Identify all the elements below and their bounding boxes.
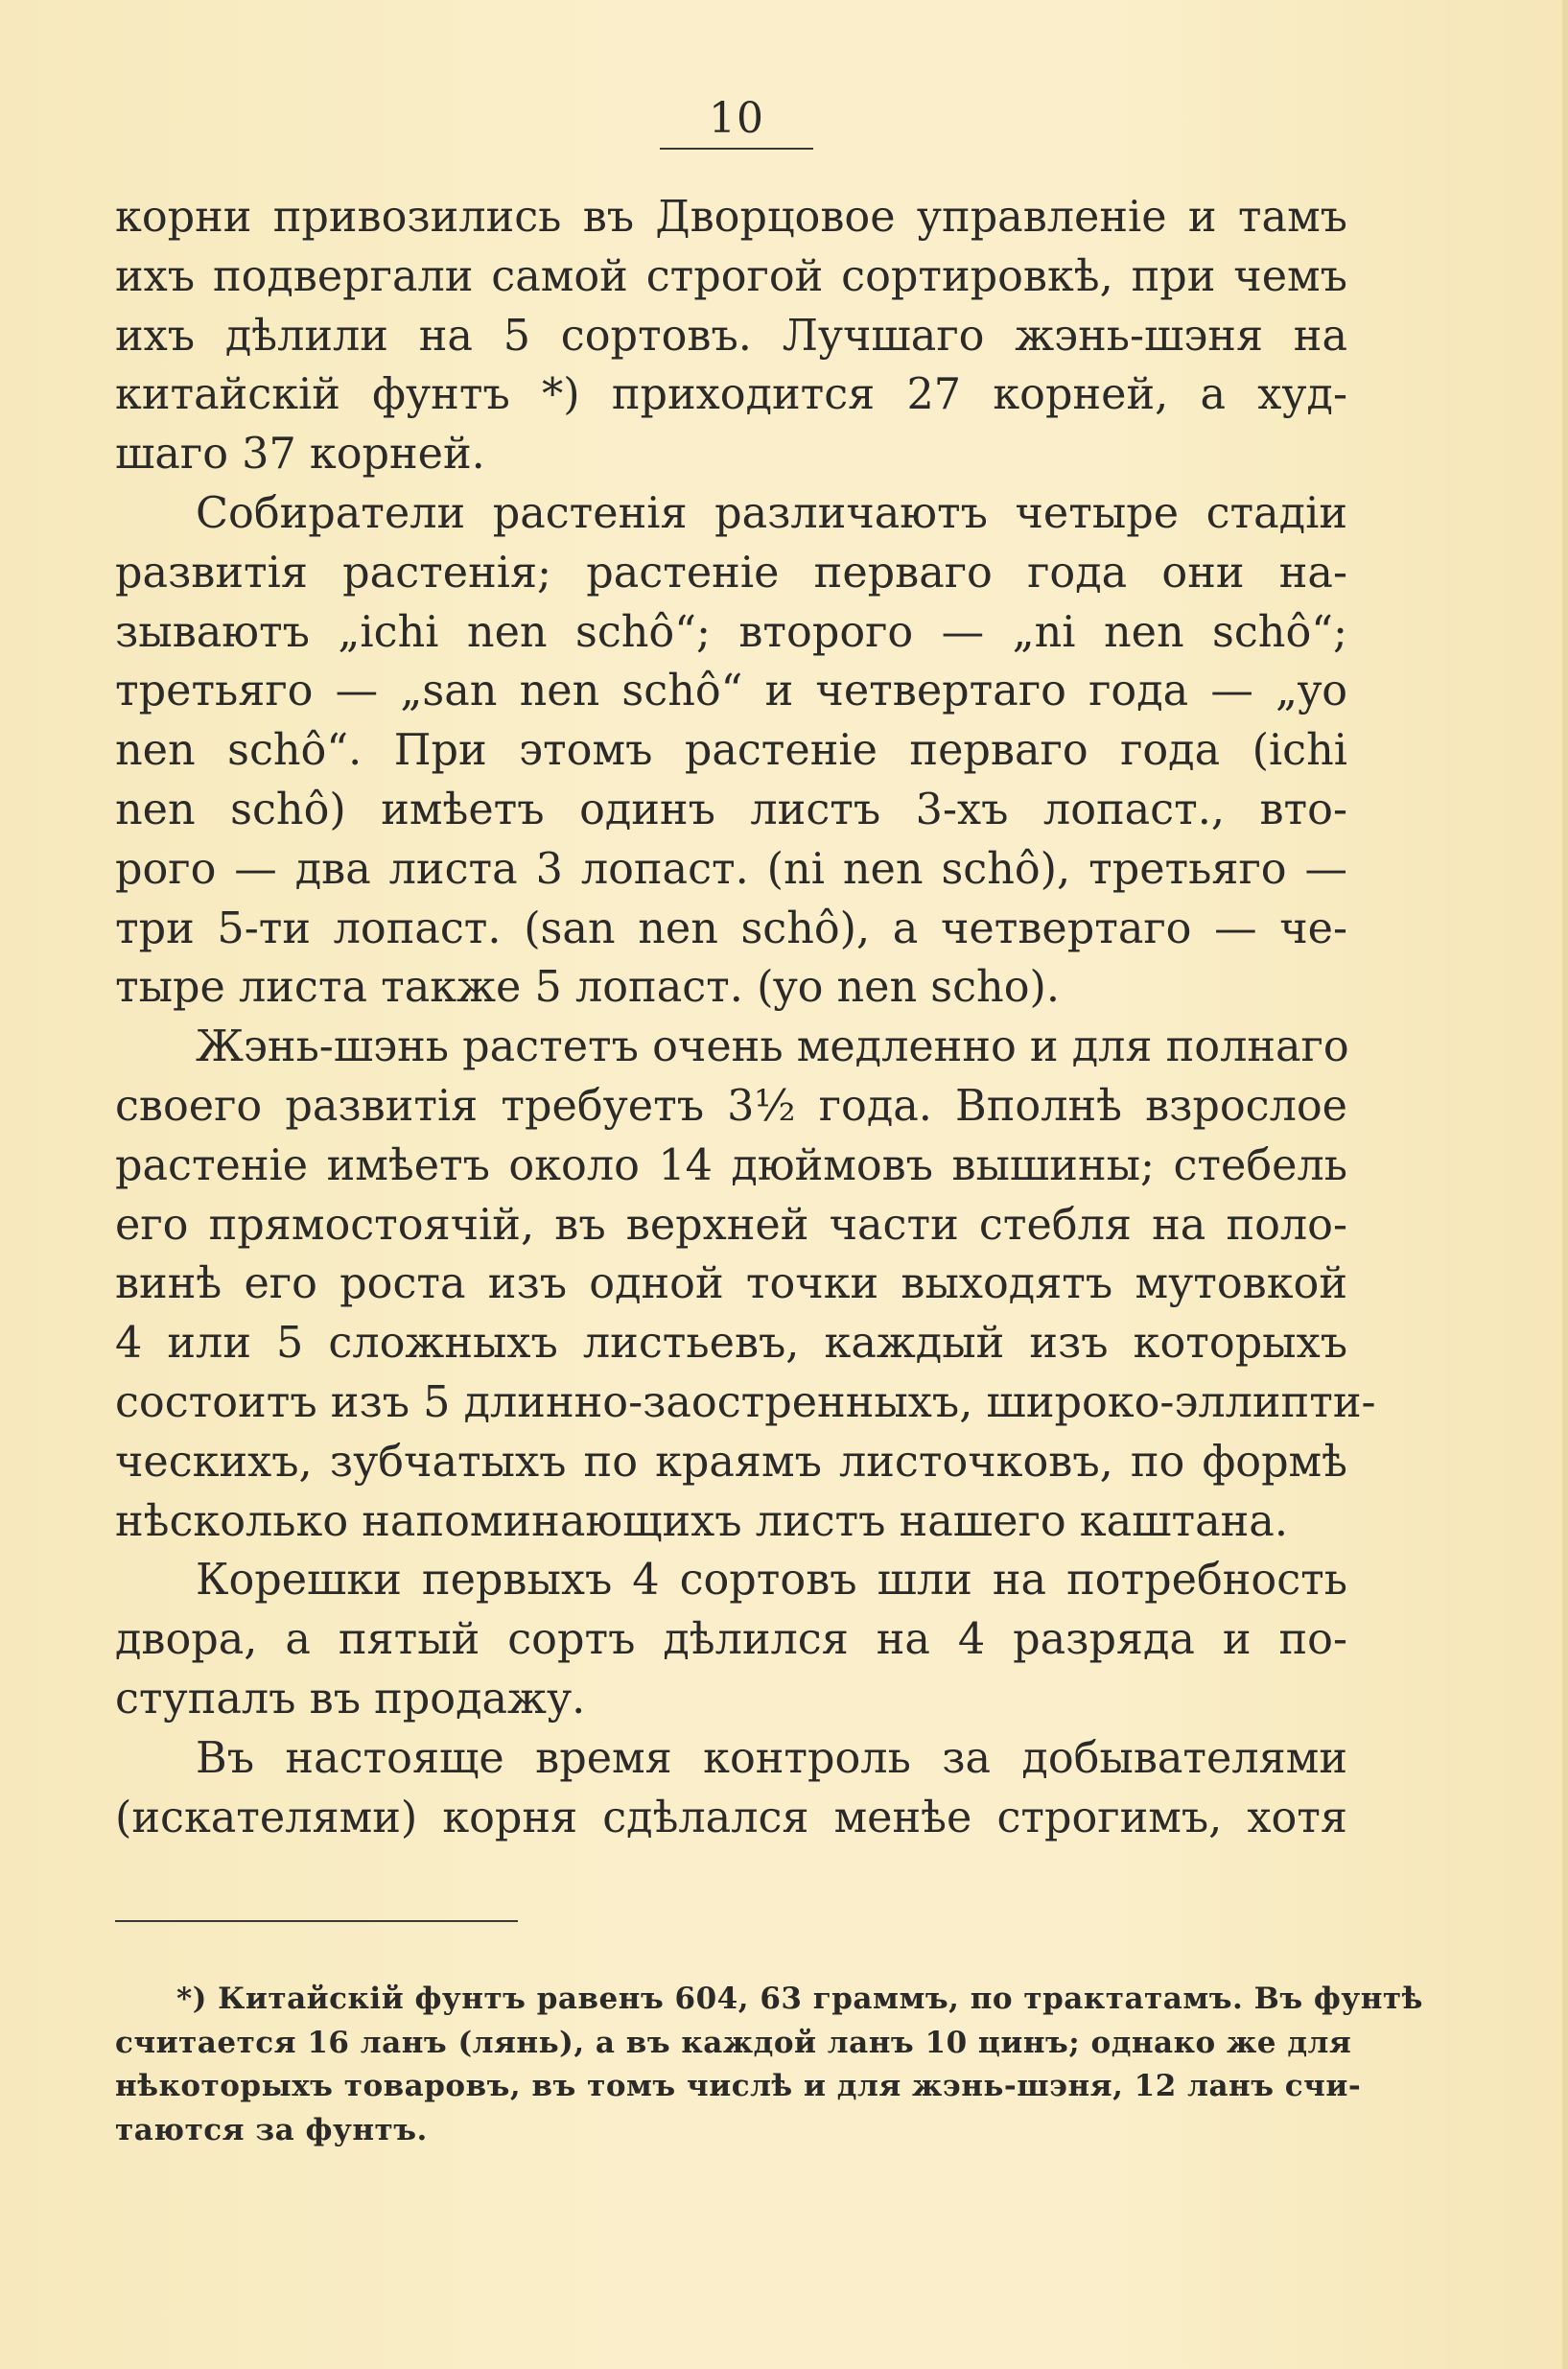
body-text-line: рого — два листа 3 лопаст. (ni nen schô), третьяго —	[115, 844, 1347, 894]
body-text-line: растеніе имѣетъ около 14 дюймовъ вышины; стебель	[115, 1140, 1347, 1190]
body-text-line: nen schô) имѣетъ одинъ листъ 3-хъ лопаст., вто-	[115, 785, 1347, 834]
body-text-line: Собиратели растенія различаютъ четыре стадіи	[196, 488, 1347, 538]
page-edge	[1562, 0, 1568, 2369]
footnote	[115, 1978, 1423, 2152]
body-text-line: Жэнь-шэнь растетъ очень медленно и для полнаго	[196, 1022, 1349, 1072]
page-number: 10	[709, 94, 764, 143]
body-text-line: китайскій фунтъ *) приходится 27 корней, а худ-	[115, 370, 1347, 420]
footnote-rule	[115, 1920, 518, 1922]
body-text-line: ческихъ, зубчатыхъ по краямъ листочковъ, по формѣ	[115, 1437, 1347, 1487]
body-text-line: своего развитія требуетъ 3½ года. Вполнѣ взрослое	[115, 1081, 1347, 1131]
body-text-line: состоитъ изъ 5 длинно-заостренныхъ, широко-эллипти-	[115, 1377, 1376, 1427]
footnote-line: *) Китайскій фунтъ равенъ 604, 63 граммъ, по трактатамъ. Въ фунтѣ	[176, 1982, 1423, 2016]
footnote-line: таются за фунтъ.	[115, 2112, 428, 2147]
footnote-line: считается 16 ланъ (лянь), а въ каждой ланъ 10 цинъ; однако же для	[115, 2025, 1352, 2060]
body-text-line: ступалъ въ продажу.	[115, 1674, 586, 1724]
footnote-line: нѣкоторыхъ товаровъ, въ томъ числѣ и для жэнь-шэня, 12 ланъ счи-	[115, 2069, 1362, 2103]
page-number-rule	[660, 148, 813, 150]
body-text-line: третьяго — „san nen schô“ и четвертаго года — „yo	[115, 667, 1347, 716]
body-text-line: нѣсколько напоминающихъ листъ нашего каштана.	[115, 1496, 1288, 1546]
body-text-line: ихъ подвергали самой строгой сортировкѣ, при чемъ	[115, 251, 1347, 301]
body-text-line: его прямостоячій, въ верхней части стебля на поло-	[115, 1200, 1347, 1250]
body-text-line: винѣ его роста изъ одной точки выходятъ мутовкой	[115, 1259, 1347, 1309]
body-text-line: три 5-ти лопаст. (san nen schô), а четвертаго — че-	[115, 903, 1347, 953]
body-text-line: Въ настояще время контроль за добывателями	[196, 1733, 1347, 1783]
body-text-line: корни привозились въ Дворцовое управленіе и тамъ	[115, 193, 1347, 242]
body-text-line: ихъ дѣлили на 5 сортовъ. Лучшаго жэнь-шэня на	[115, 311, 1347, 361]
body-text-line: двора, а пятый сортъ дѣлился на 4 разряда и по-	[115, 1615, 1347, 1665]
body-text-line: nen schô“. При этомъ растеніе перваго года (ichi	[115, 726, 1347, 776]
body-text-line: шаго 37 корней.	[115, 430, 485, 480]
body-text-line: Корешки первыхъ 4 сортовъ шли на потребность	[196, 1556, 1347, 1606]
body-text-line: (искателями) корня сдѣлался менѣе строгимъ, хотя	[115, 1793, 1347, 1842]
body-text-line: 4 или 5 сложныхъ листьевъ, каждый изъ которыхъ	[115, 1319, 1347, 1369]
body-text-line: тыре листа также 5 лопаст. (yo nen scho).	[115, 963, 1061, 1013]
body-text-line: зываютъ „ichi nen schô“; второго — „ni nen schô“;	[115, 607, 1347, 657]
body-text-line: развитія растенія; растеніе перваго года они на-	[115, 548, 1347, 598]
body-text	[115, 188, 1376, 1847]
